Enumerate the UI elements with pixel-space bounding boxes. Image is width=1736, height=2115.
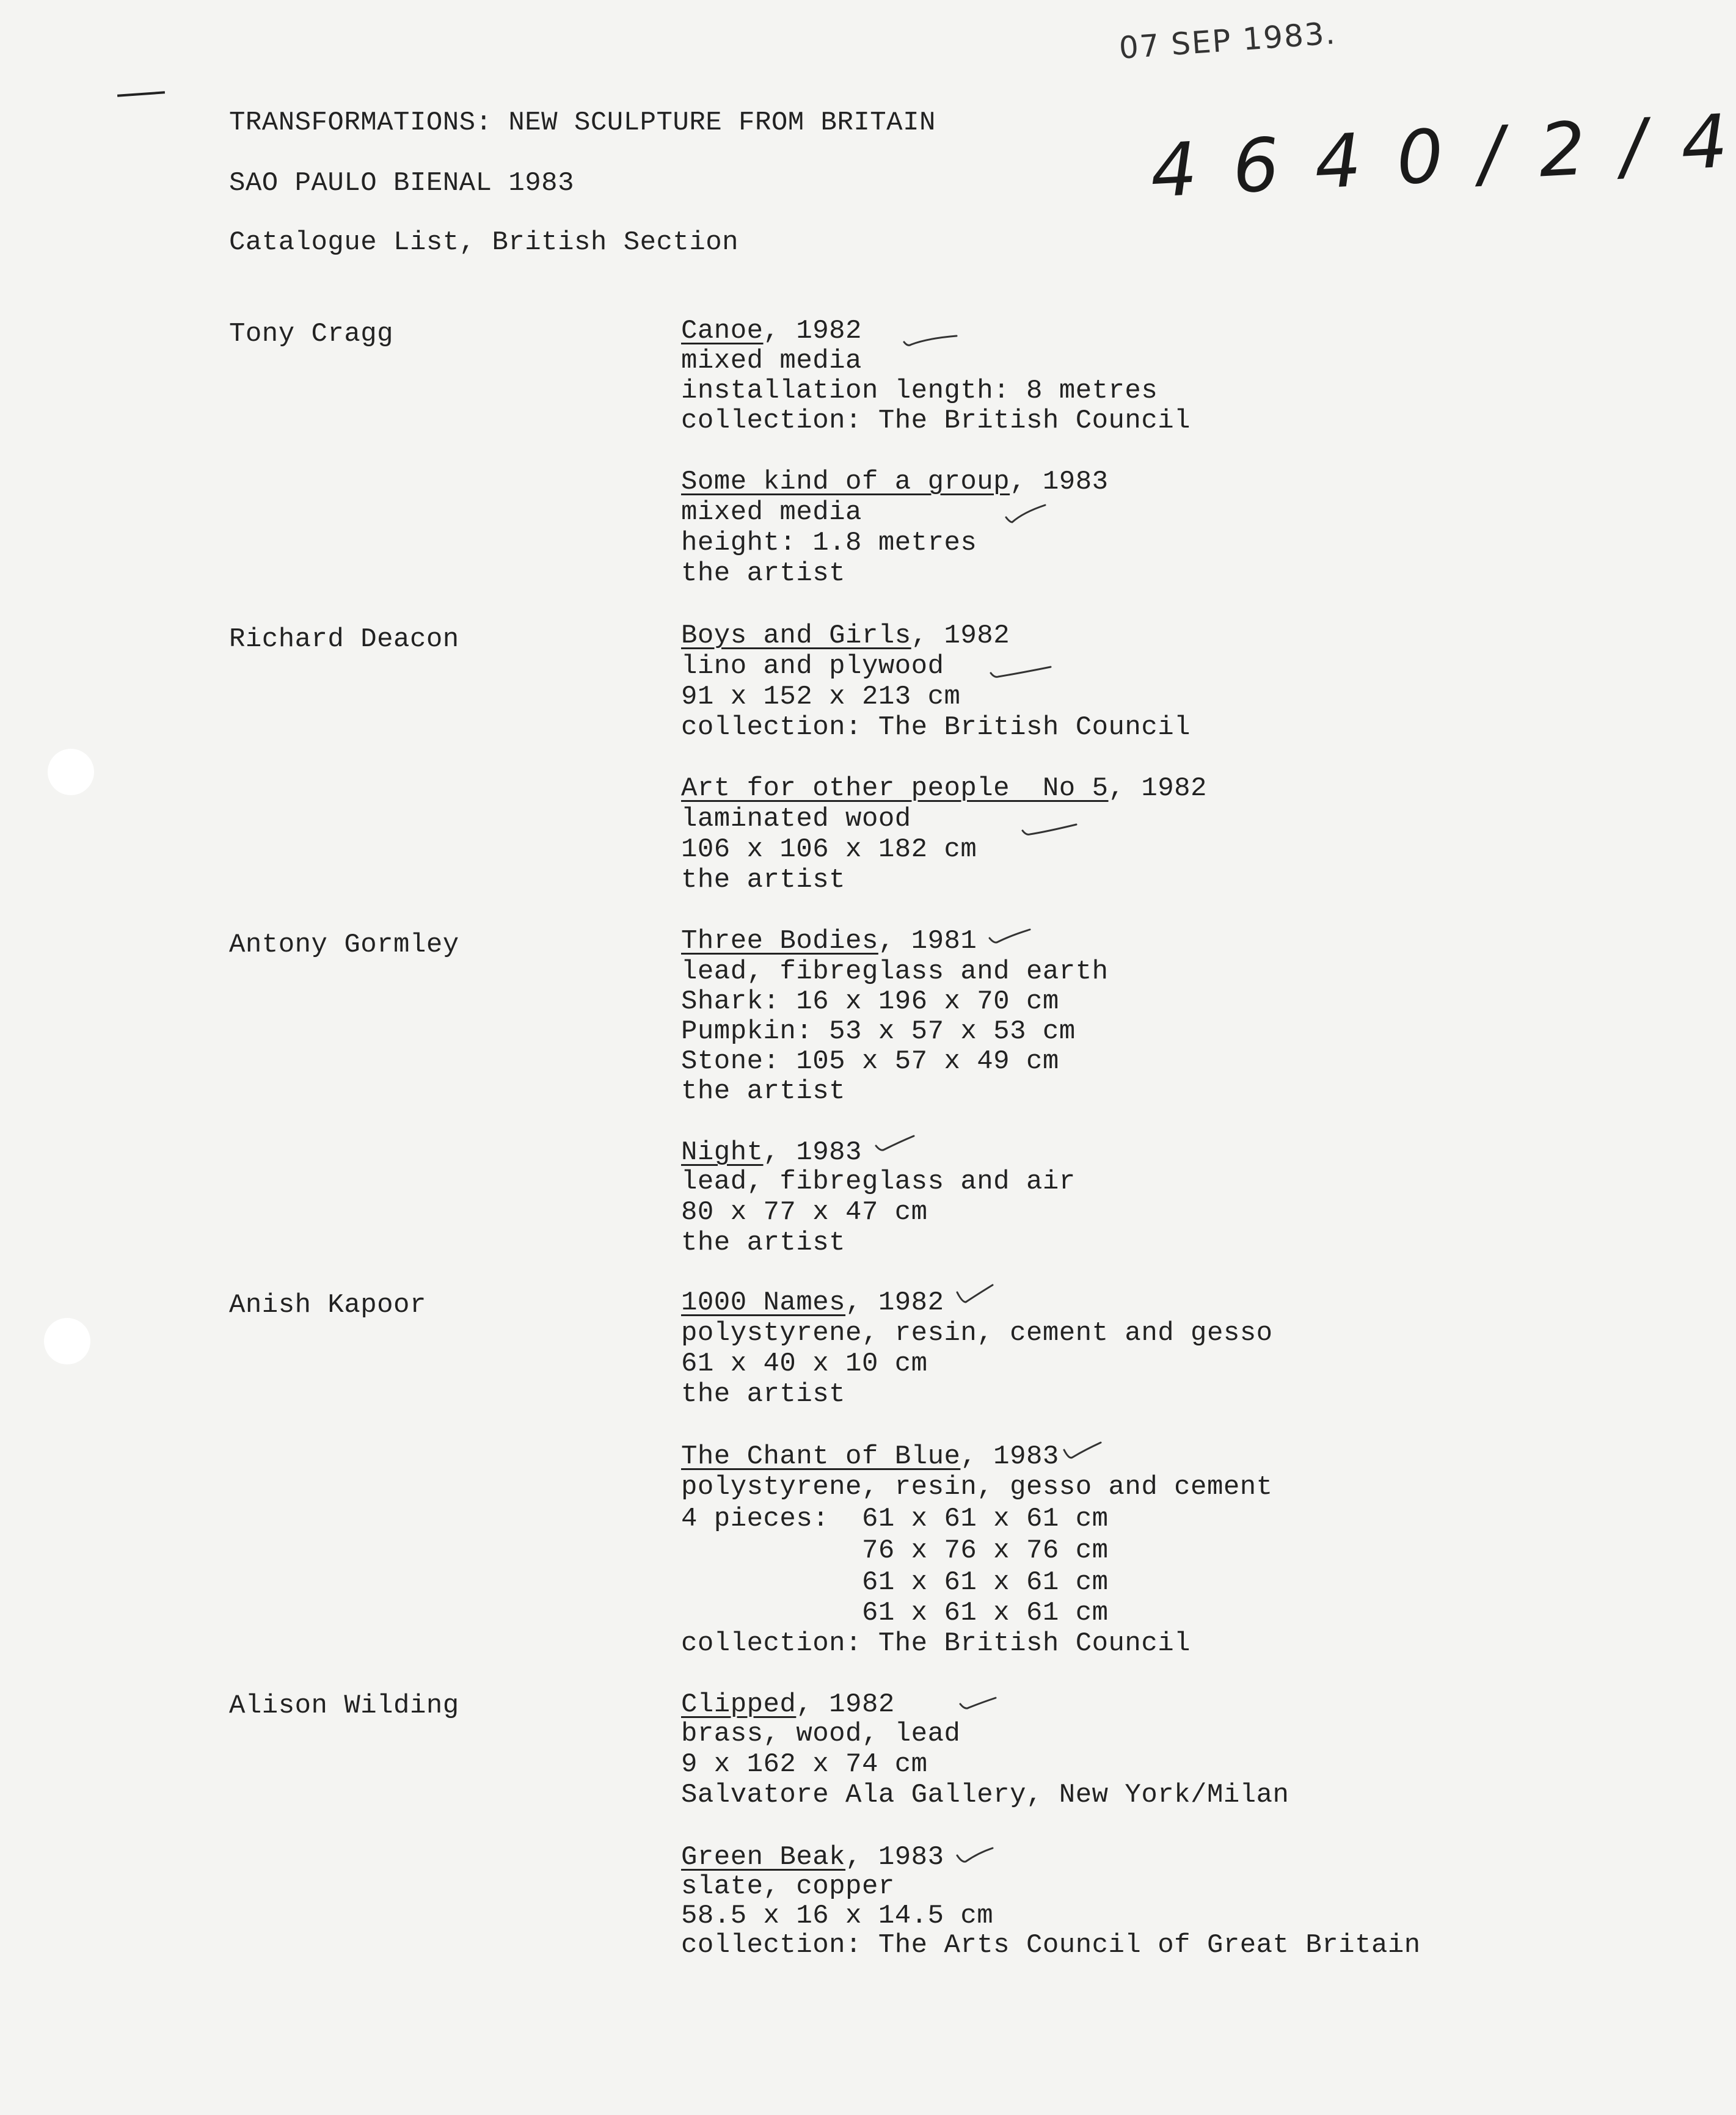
work-title: 1000 Names bbox=[681, 1287, 846, 1318]
work-detail-line: lead, fibreglass and earth bbox=[681, 956, 1109, 987]
work-title: Green Beak bbox=[681, 1842, 846, 1873]
work-detail-line: collection: The British Council bbox=[681, 712, 1191, 743]
work-detail-line: mixed media bbox=[681, 497, 862, 528]
work-detail-line: 9 x 162 x 74 cm bbox=[681, 1749, 928, 1780]
date-stamp: 07 SEP 1983. bbox=[1118, 15, 1338, 66]
work-detail-line: the artist bbox=[681, 558, 846, 589]
work-year: , 1983 bbox=[845, 1842, 944, 1873]
document-subtitle: Catalogue List, British Section bbox=[229, 227, 739, 258]
work-heading bbox=[681, 1287, 944, 1318]
work-heading bbox=[681, 1137, 862, 1168]
work-detail-line: collection: The Arts Council of Great Britain bbox=[681, 1930, 1421, 1960]
work-detail-line: slate, copper bbox=[681, 1871, 895, 1902]
work-heading bbox=[681, 1842, 944, 1873]
work-year: , 1983 bbox=[1010, 467, 1109, 497]
artist-name: Antony Gormley bbox=[229, 930, 459, 960]
work-detail-line: brass, wood, lead bbox=[681, 1719, 961, 1749]
work-heading bbox=[681, 316, 862, 346]
work-detail-line: Stone: 105 x 57 x 49 cm bbox=[681, 1046, 1059, 1077]
work-title: Boys and Girls bbox=[681, 621, 911, 651]
check-mark-icon bbox=[875, 1135, 930, 1159]
margin-dash-mark bbox=[117, 91, 165, 96]
work-year: , 1982 bbox=[763, 316, 862, 346]
work-detail-line: polystyrene, resin, cement and gesso bbox=[681, 1318, 1273, 1349]
work-detail-line: laminated wood bbox=[681, 804, 911, 834]
work-heading bbox=[681, 773, 1207, 804]
check-mark-icon bbox=[903, 330, 958, 354]
handwritten-reference-number: 4 6 4 0 / 2 / 4 bbox=[1148, 98, 1736, 214]
work-detail-line: lead, fibreglass and air bbox=[681, 1167, 1076, 1197]
check-mark-icon bbox=[959, 1692, 1014, 1716]
artist-name: Alison Wilding bbox=[229, 1691, 459, 1721]
check-mark-icon bbox=[1021, 818, 1076, 843]
work-detail-line: lino and plywood bbox=[681, 651, 944, 682]
work-heading bbox=[681, 1689, 895, 1720]
work-year: , 1982 bbox=[911, 621, 1010, 651]
work-title: Three Bodies bbox=[681, 926, 878, 956]
document-title: TRANSFORMATIONS: NEW SCULPTURE FROM BRITAIN bbox=[229, 107, 936, 138]
work-heading bbox=[681, 621, 1010, 651]
work-heading bbox=[681, 467, 1109, 497]
work-year: , 1983 bbox=[960, 1441, 1059, 1472]
check-mark-icon bbox=[990, 661, 1045, 685]
artist-name: Richard Deacon bbox=[229, 624, 459, 655]
work-detail-line: Salvatore Ala Gallery, New York/Milan bbox=[681, 1780, 1289, 1810]
check-mark-icon bbox=[988, 927, 1043, 952]
work-detail-line: installation length: 8 metres bbox=[681, 376, 1158, 406]
work-year: , 1981 bbox=[878, 926, 977, 956]
work-detail-line: Pumpkin: 53 x 57 x 53 cm bbox=[681, 1016, 1076, 1047]
work-detail-line: polystyrene, resin, gesso and cement bbox=[681, 1472, 1273, 1502]
work-detail-line: 76 x 76 x 76 cm bbox=[681, 1535, 1109, 1566]
work-title: Clipped bbox=[681, 1689, 797, 1720]
work-detail-line: mixed media bbox=[681, 346, 862, 376]
punch-hole-bottom bbox=[44, 1318, 90, 1364]
check-mark-icon bbox=[956, 1284, 1011, 1308]
work-title: Canoe bbox=[681, 316, 764, 346]
work-detail-line: the artist bbox=[681, 1379, 846, 1410]
work-detail-line: 80 x 77 x 47 cm bbox=[681, 1197, 928, 1228]
work-detail-line: 61 x 61 x 61 cm bbox=[681, 1598, 1109, 1628]
check-mark-icon bbox=[1005, 504, 1060, 528]
punch-hole-top bbox=[48, 749, 94, 795]
work-title: Art for other people No 5 bbox=[681, 773, 1109, 804]
artist-name: Anish Kapoor bbox=[229, 1290, 426, 1320]
work-year: , 1982 bbox=[845, 1287, 944, 1318]
work-detail-line: the artist bbox=[681, 1228, 846, 1258]
work-year: , 1982 bbox=[1108, 773, 1207, 804]
work-detail-line: 61 x 61 x 61 cm bbox=[681, 1567, 1109, 1598]
event-name: SAO PAULO BIENAL 1983 bbox=[229, 168, 574, 198]
work-title: The Chant of Blue bbox=[681, 1441, 961, 1472]
work-detail-line: the artist bbox=[681, 1076, 846, 1107]
work-detail-line: collection: The British Council bbox=[681, 406, 1191, 436]
check-mark-icon bbox=[956, 1844, 1011, 1869]
work-year: , 1983 bbox=[763, 1137, 862, 1168]
work-heading bbox=[681, 1441, 1059, 1472]
work-detail-line: the artist bbox=[681, 865, 846, 895]
work-detail-line: 4 pieces: 61 x 61 x 61 cm bbox=[681, 1504, 1109, 1534]
work-title: Night bbox=[681, 1137, 764, 1168]
work-detail-line: Shark: 16 x 196 x 70 cm bbox=[681, 986, 1059, 1017]
work-heading bbox=[681, 926, 977, 956]
work-detail-line: height: 1.8 metres bbox=[681, 528, 977, 558]
work-detail-line: collection: The British Council bbox=[681, 1628, 1191, 1659]
artist-name: Tony Cragg bbox=[229, 319, 394, 349]
work-detail-line: 91 x 152 x 213 cm bbox=[681, 682, 961, 712]
work-detail-line: 58.5 x 16 x 14.5 cm bbox=[681, 1901, 994, 1931]
work-title: Some kind of a group bbox=[681, 467, 1010, 497]
work-year: , 1982 bbox=[796, 1689, 895, 1720]
work-detail-line: 106 x 106 x 182 cm bbox=[681, 834, 977, 865]
work-detail-line: 61 x 40 x 10 cm bbox=[681, 1349, 928, 1379]
check-mark-icon bbox=[1063, 1441, 1118, 1466]
